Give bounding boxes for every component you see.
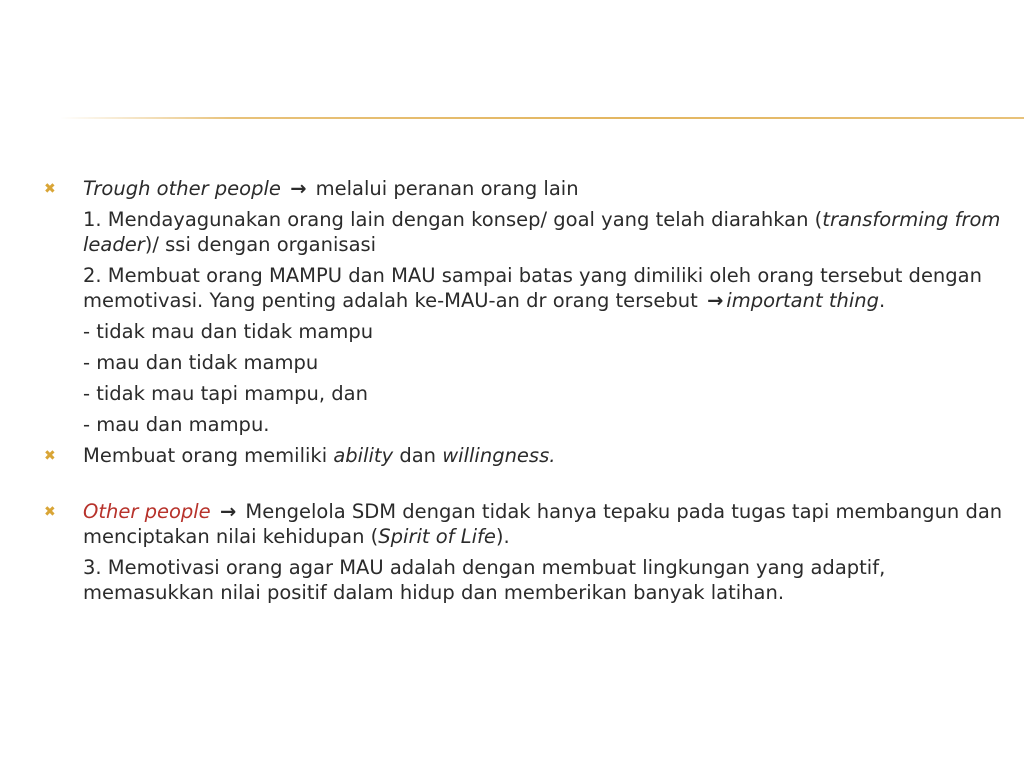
section3-text-end: ).	[495, 525, 510, 548]
paragraph-2-italic: important thing	[726, 289, 879, 312]
list-item: - tidak mau dan tidak mampu	[83, 320, 374, 343]
section3-title: Other people	[83, 500, 211, 523]
paragraph-2-text-end: .	[878, 289, 886, 312]
list-item: - tidak mau tapi mampu, dan	[83, 382, 368, 405]
x-bullet-icon: ✖	[44, 504, 56, 520]
x-bullet-icon: ✖	[44, 448, 56, 464]
section3-italic: Spirit of Life	[378, 525, 496, 548]
list-item: - mau dan tidak mampu	[83, 351, 319, 374]
bullet-trough-other-people	[44, 176, 1004, 201]
paragraph-2-text: 2. Membuat orang MAMPU dan MAU sampai batas yang dimiliki oleh orang tersebut dengan memotivasi. Yang penting adalah ke-MAU-an dr orang tersebut	[83, 264, 982, 312]
paragraph-1-italic: transforming from leader	[83, 208, 1001, 256]
paragraph-3-mau: MAU	[339, 556, 384, 579]
paragraph-1-text: 1. Mendayagunakan orang lain dengan konsep/ goal yang telah diarahkan (	[83, 208, 823, 231]
paragraph-1-text-end: )/ ssi dengan organisasi	[144, 233, 377, 256]
section2-italic-ability: ability	[333, 444, 394, 467]
x-bullet-icon: ✖	[44, 181, 56, 197]
paragraph-1	[44, 207, 1004, 257]
section2-text: Membuat orang memiliki	[83, 444, 334, 467]
top-divider-line	[60, 117, 1024, 119]
spacer	[44, 474, 1004, 499]
section2-italic-willingness: willingness.	[442, 444, 556, 467]
list-item: - mau dan mampu.	[83, 413, 270, 436]
section3-text: Mengelola SDM dengan tidak hanya tepaku pada tugas tapi membangun dan menciptakan nilai kehidupan (	[83, 500, 1003, 548]
paragraph-3-text-end: adalah dengan membuat lingkungan yang adaptif, memasukkan nilai positif dalam hidup dan memberikan banyak latihan.	[83, 556, 886, 604]
paragraph-3	[44, 555, 1004, 605]
section2-text-mid: dan	[393, 444, 443, 467]
section1-title-after: melalui peranan orang lain	[309, 177, 579, 200]
paragraph-2	[44, 263, 1004, 313]
bullet-other-people	[44, 499, 1004, 549]
slide-content	[44, 176, 1004, 611]
arrow-right-icon: →	[706, 289, 724, 312]
arrow-right-icon: →	[290, 177, 307, 200]
paragraph-3-text: 3. Memotivasi orang agar	[83, 556, 340, 579]
bullet-ability-willingness	[44, 443, 1004, 468]
section1-title: Trough other people	[83, 177, 281, 200]
arrow-right-icon: →	[219, 500, 237, 523]
